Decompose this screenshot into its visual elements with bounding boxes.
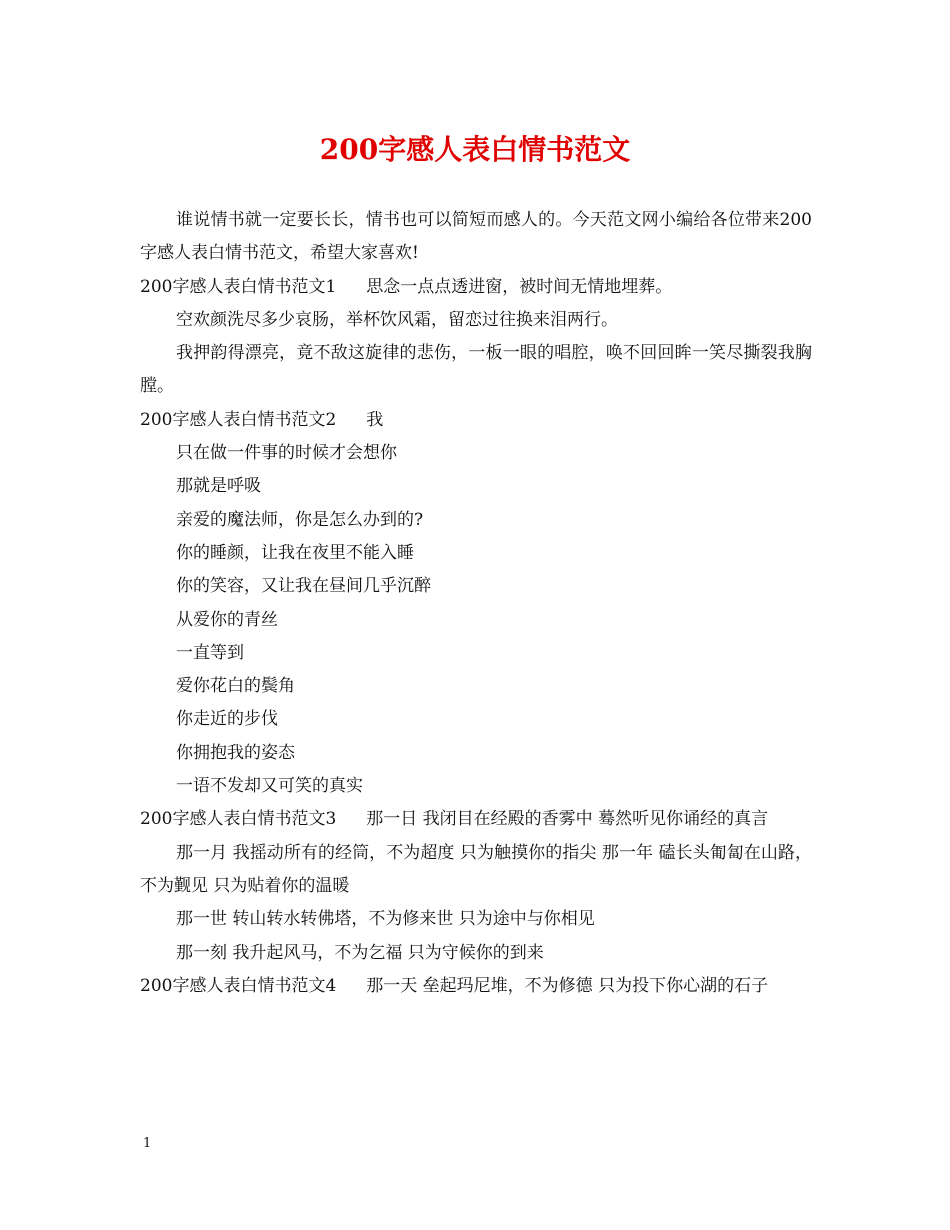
section-heading-line-3 [140, 803, 812, 836]
poem-line [140, 604, 812, 637]
poem-line [140, 703, 812, 736]
paragraph-text: 我 [366, 409, 384, 430]
paragraph-text: 你拥抱我的姿态 [176, 742, 295, 763]
document-title: 200字感人表白情书范文 [319, 133, 631, 166]
poem-line [140, 637, 812, 670]
section-label: 200字感人表白情书范文1 [140, 276, 337, 297]
section-label: 200字感人表白情书范文2 [140, 409, 337, 430]
paragraph-text: 亲爱的魔法师，你是怎么办到的? [176, 509, 424, 530]
paragraph-text: 那一世 转山转水转佛塔，不为修来世 只为途中与你相见 [176, 909, 595, 930]
section-heading-line-2 [140, 404, 812, 437]
paragraph-text: 从爱你的青丝 [176, 609, 278, 630]
section-heading-line-4 [140, 970, 812, 1003]
paragraph-text: 爱你花白的鬓角 [176, 676, 295, 697]
paragraph [140, 837, 812, 904]
paragraph-text: 思念一点点透进窗，被时间无情地埋葬。 [366, 276, 673, 297]
paragraph-text: 只在做一件事的时候才会想你 [176, 443, 397, 464]
poem-line [140, 537, 812, 570]
paragraph [140, 337, 812, 404]
paragraph-text: 一直等到 [176, 642, 244, 663]
paragraph-text: 一语不发却又可笑的真实 [176, 776, 363, 797]
poem-line [140, 670, 812, 703]
poem-line [140, 470, 812, 503]
paragraph [140, 304, 812, 337]
paragraph-text: 那一刻 我升起风马，不为乞福 只为守候你的到来 [176, 942, 544, 963]
paragraph-text: 空欢颜洗尽多少哀肠，举杯饮风霜，留恋过往换来泪两行。 [176, 309, 618, 330]
paragraph [140, 903, 812, 936]
paragraph-text: 那一月 我摇动所有的经筒，不为超度 只为触摸你的指尖 那一年 磕长头匍匐在山路，不为觐见 只为贴着你的温暖 [140, 842, 812, 896]
section-label: 200字感人表白情书范文3 [140, 809, 337, 830]
paragraph [140, 937, 812, 970]
paragraph-text: 你走近的步伐 [176, 709, 278, 730]
paragraph-text: 你的睡颜，让我在夜里不能入睡 [176, 542, 414, 563]
page-number: 1 [143, 1136, 152, 1151]
section-label: 200字感人表白情书范文4 [140, 975, 337, 996]
paragraph-text: 那一日 我闭目在经殿的香雾中 蓦然听见你诵经的真言 [366, 809, 769, 830]
poem-line [140, 770, 812, 803]
section-heading-line-1 [140, 271, 812, 304]
paragraph-text: 你的笑容，又让我在昼间几乎沉醉 [176, 576, 431, 597]
poem-line [140, 737, 812, 770]
document-body [140, 204, 812, 1003]
paragraph-text: 谁说情书就一定要长长，情书也可以简短而感人的。今天范文网小编给各位带来200字感人表白情书范文，希望大家喜欢! [140, 210, 812, 264]
paragraph-text: 那一天 垒起玛尼堆，不为修德 只为投下你心湖的石子 [366, 975, 769, 996]
poem-line [140, 437, 812, 470]
paragraph-text: 那就是呼吸 [176, 476, 261, 497]
poem-line [140, 504, 812, 537]
paragraph-text: 我押韵得漂亮，竟不敌这旋律的悲伤，一板一眼的唱腔，唤不回回眸一笑尽撕裂我胸膛。 [140, 343, 812, 397]
poem-line [140, 570, 812, 603]
intro-paragraph [140, 204, 812, 271]
